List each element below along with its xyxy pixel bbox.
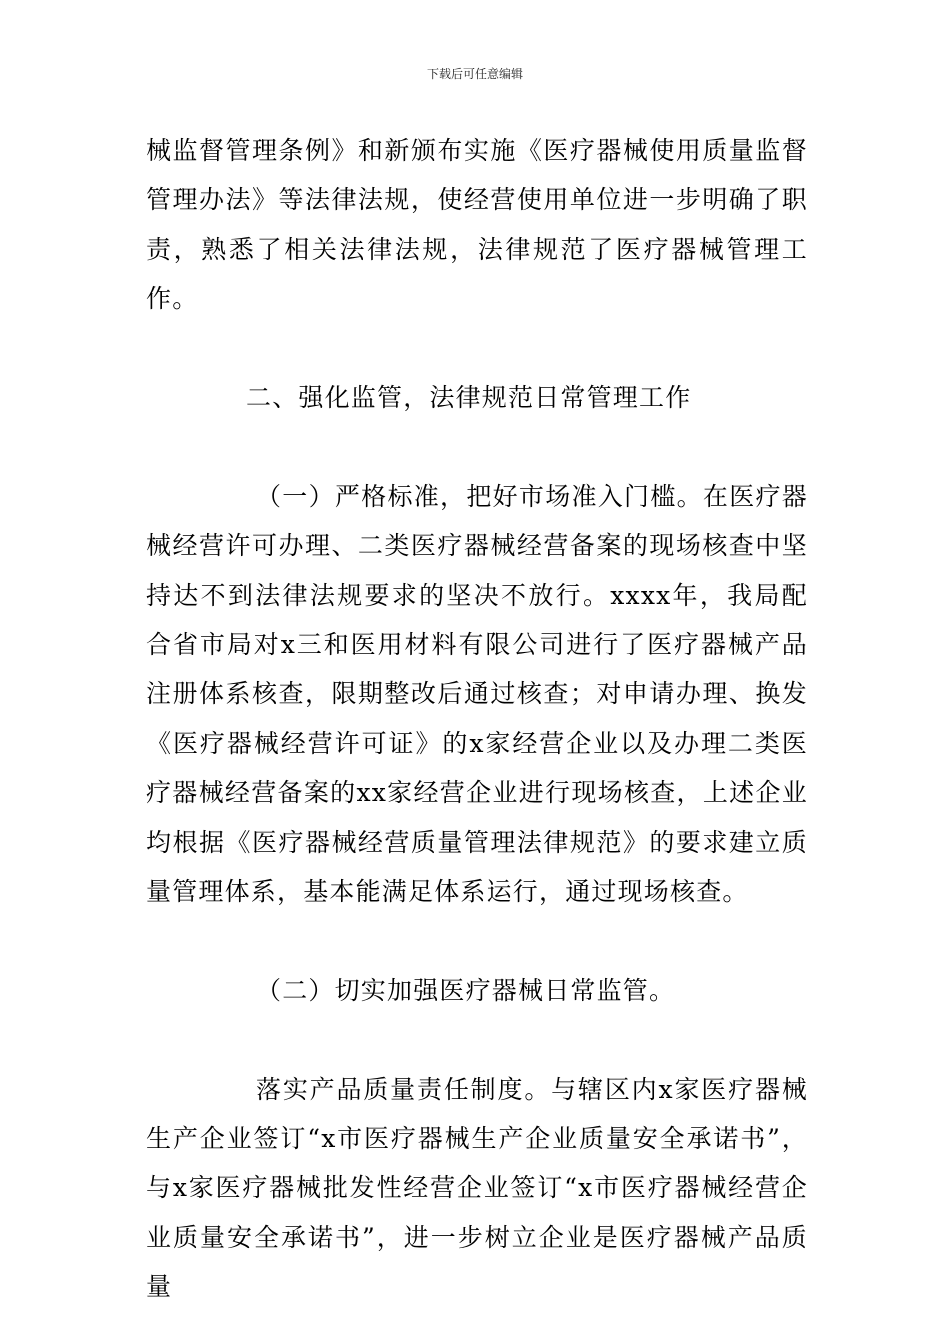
paragraph-gap [146, 916, 808, 965]
paragraph-market-access: （一）严格标准，把好市场准入门槛。在医疗器械经营许可办理、二类医疗器械经营备案的现场核查中坚持达不到法律法规要求的坚决不放行。xxxx年，我局配合省市局对x三和医用材料有限公司进行了医疗器械产品注册体系核查，限期整改后通过核查；对申请办理、换发《医疗器械经营许可证》的x家经营企业以及办理二类医疗器械经营备案的xx家经营企业进行现场核查，上述企业均根据《医疗器械经营质量管理法律规范》的要求建立质量管理体系，基本能满足体系运行，通过现场核查。 [146, 481, 808, 907]
page-header: 下载后可任意编辑 [426, 67, 523, 81]
document-body [146, 126, 808, 1312]
paragraph-gap [146, 422, 808, 471]
paragraph-quality-responsibility: 落实产品质量责任制度。与辖区内x家医疗器械生产企业签订“x市医疗器械生产企业质量安全承诺书”，与x家医疗器械批发性经营企业签订“x市医疗器械经营企业质量安全承诺书”，进一步树立企业是医疗器械产品质量 [146, 1074, 808, 1302]
paragraph-gap [146, 1015, 808, 1064]
section-heading: 二、强化监管，法律规范日常管理工作 [246, 383, 692, 413]
paragraph-continuation: 械监督管理条例》和新颁布实施《医疗器械使用质量监督管理办法》等法律法规，使经营使用单位进一步明确了职责，熟悉了相关法律法规，法律规范了医疗器械管理工作。 [146, 136, 808, 314]
subsection-heading: （二）切实加强医疗器械日常监管。 [256, 975, 676, 1005]
paragraph-gap [146, 324, 808, 373]
